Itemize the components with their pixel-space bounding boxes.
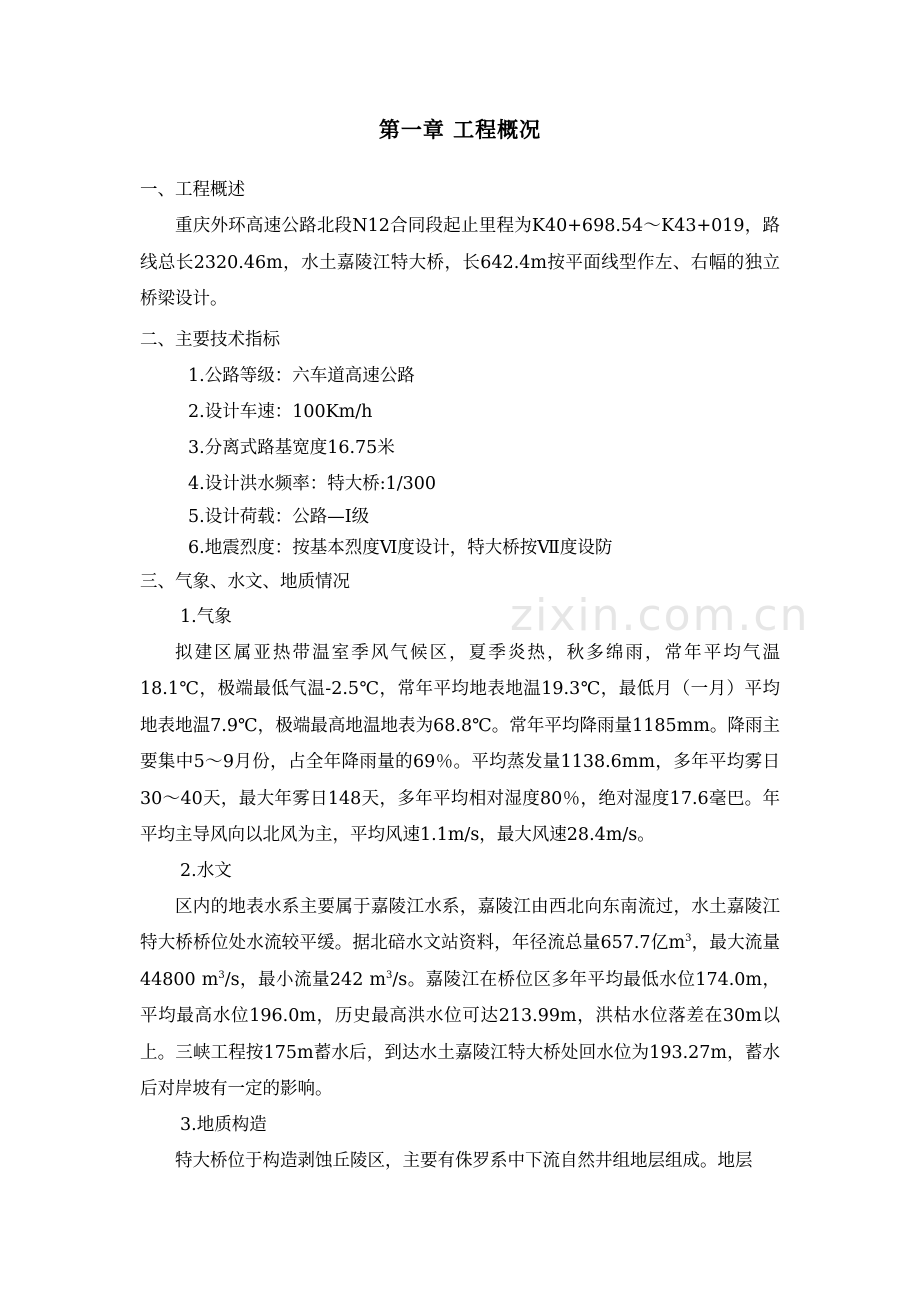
subsection-label-hydrology: 2.水文	[180, 860, 232, 881]
tech-item-design-load: 5.设计荷载：公路—I级	[188, 506, 370, 527]
climate-paragraph: 拟建区属亚热带温室季风气候区，夏季炎热，秋多绵雨，常年平均气温18.1℃，极端最低气温-2.5℃，常年平均地表地温19.3℃，最低月（一月）平均地表地温7.9℃，极端最高地温地表为68.8℃。常年平均降雨量1185mm。降雨主要集中5～9月份，占全年降雨量的69％。平均蒸发量1138.6mm，多年平均雾日30～40天，最大年雾日148天，多年平均相对湿度80％，绝对湿度17.6毫巴。年平均主导风向以北风为主，平均风速1.1m/s，最大风速28.4m/s。	[140, 642, 780, 845]
overview-paragraph: 重庆外环高速公路北段N12合同段起止里程为K40+698.54～K43+019，路线总长2320.46m，水土嘉陵江特大桥，长642.4m按平面线型作左、右幅的独立桥梁设计。	[140, 216, 780, 309]
tech-item-design-speed: 2.设计车速：100Km/h	[188, 401, 373, 422]
hydrology-text-a: 区内的地表水系主要属于嘉陵江水系，嘉陵江由西北向东南流过，水土嘉陵江特大桥桥位处水流较平缓。据北碚水文站资料，年径流总量657.7亿m	[140, 896, 780, 953]
hydrology-text-b: ，最大流量44800 m	[140, 933, 781, 990]
subsection-label-climate: 1.气象	[180, 606, 232, 627]
section-heading-tech-indicators: 二、主要技术指标	[140, 329, 280, 350]
chapter-title: 第一章 工程概况	[378, 118, 542, 142]
hydrology-sup-c: 3	[385, 969, 393, 981]
hydrology-sup-b: 3	[218, 969, 225, 981]
hydrology-text-c: /s，最小流量242 m	[224, 969, 386, 990]
section-heading-overview: 一、工程概述	[140, 180, 245, 200]
watermark: zixin.com.cn	[510, 590, 810, 641]
subsection-label-geology: 3.地质构造	[180, 1114, 267, 1135]
hydrology-paragraph	[140, 889, 780, 1108]
tech-item-subgrade-width: 3.分离式路基宽度16.75米	[188, 437, 395, 458]
tech-item-seismic-intensity: 6.地震烈度：按基本烈度Ⅵ度设计，特大桥按Ⅶ度设防	[188, 537, 613, 558]
tech-item-road-grade: 1.公路等级：六车道高速公路	[188, 365, 415, 386]
section-heading-conditions: 三、气象、水文、地质情况	[140, 571, 350, 592]
hydrology-sup-a: 3	[685, 933, 692, 945]
geology-paragraph: 特大桥位于构造剥蚀丘陵区，主要有侏罗系中下流自然井组地层组成。地层	[175, 1150, 753, 1171]
tech-item-flood-frequency: 4.设计洪水频率：特大桥:1/300	[188, 473, 437, 494]
document-body	[140, 172, 780, 1179]
hydrology-text-d: /s。嘉陵江在桥位区多年平均最低水位174.0m，平均最高水位196.0m，历史最高洪水位可达213.99m，洪枯水位落差在30m以上。三峡工程按175m蓄水后，到达水土嘉陵江特大桥处回水位为193.27m，蓄水后对岸坡有一定的影响。	[140, 969, 781, 1099]
